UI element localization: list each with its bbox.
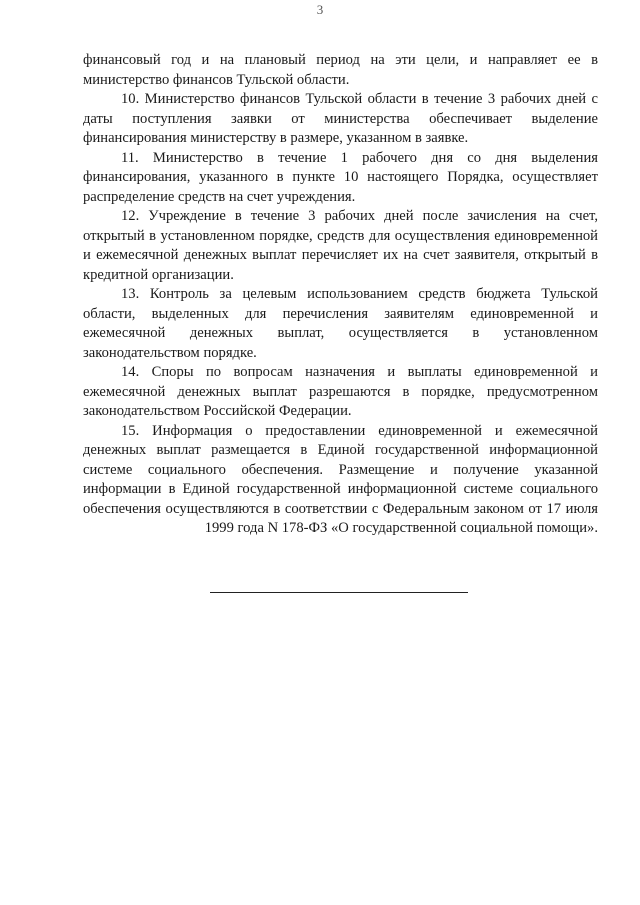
paragraph-10: 10. Министерство финансов Тульской области в течение 3 рабочих дней с даты поступления заявки от министерства обеспечивает выделение финансирования министерству в размере, указанном в заявке.: [83, 91, 598, 146]
paragraph-14: 14. Споры по вопросам назначения и выплаты единовременной и ежемесячной денежных выплат разрешаются в порядке, предусмотренном законодательством Российской Федерации.: [83, 364, 598, 419]
paragraph-continuation: финансовый год и на плановый период на эти цели, и направляет ее в министерство финансов Тульской области.: [83, 52, 598, 88]
end-divider-line: [210, 592, 468, 593]
paragraph-12: 12. Учреждение в течение 3 рабочих дней после зачисления на счет, открытый в установленном порядке, средств для осуществления единовременной и ежемесячной денежных выплат перечисляет их на счет заявителя, открытый в кредитной организации.: [83, 208, 598, 283]
paragraph-13: 13. Контроль за целевым использованием средств бюджета Тульской области, выделенных для перечисления заявителям единовременной и ежемесячной денежных выплат, осуществляется в установленном законодательством порядке.: [83, 286, 598, 361]
page-number: 3: [316, 2, 324, 17]
document-body: [83, 51, 598, 539]
paragraph-11: 11. Министерство в течение 1 рабочего дня со дня выделения финансирования, указанного в пункте 10 настоящего Порядка, осуществляет распределение средств на счет учреждения.: [83, 149, 598, 205]
paragraph-15: 15. Информация о предоставлении единовременной и ежемесячной денежных выплат размещается в Единой государственной информационной системе социального обеспечения. Размещение и получение указанной информации в Единой государственной информационной системе социального обеспечения осуществляются в соответствии с Федеральным законом от 17 июля 1999 года N 178-ФЗ «О государственной социальной помощи».: [83, 422, 598, 536]
